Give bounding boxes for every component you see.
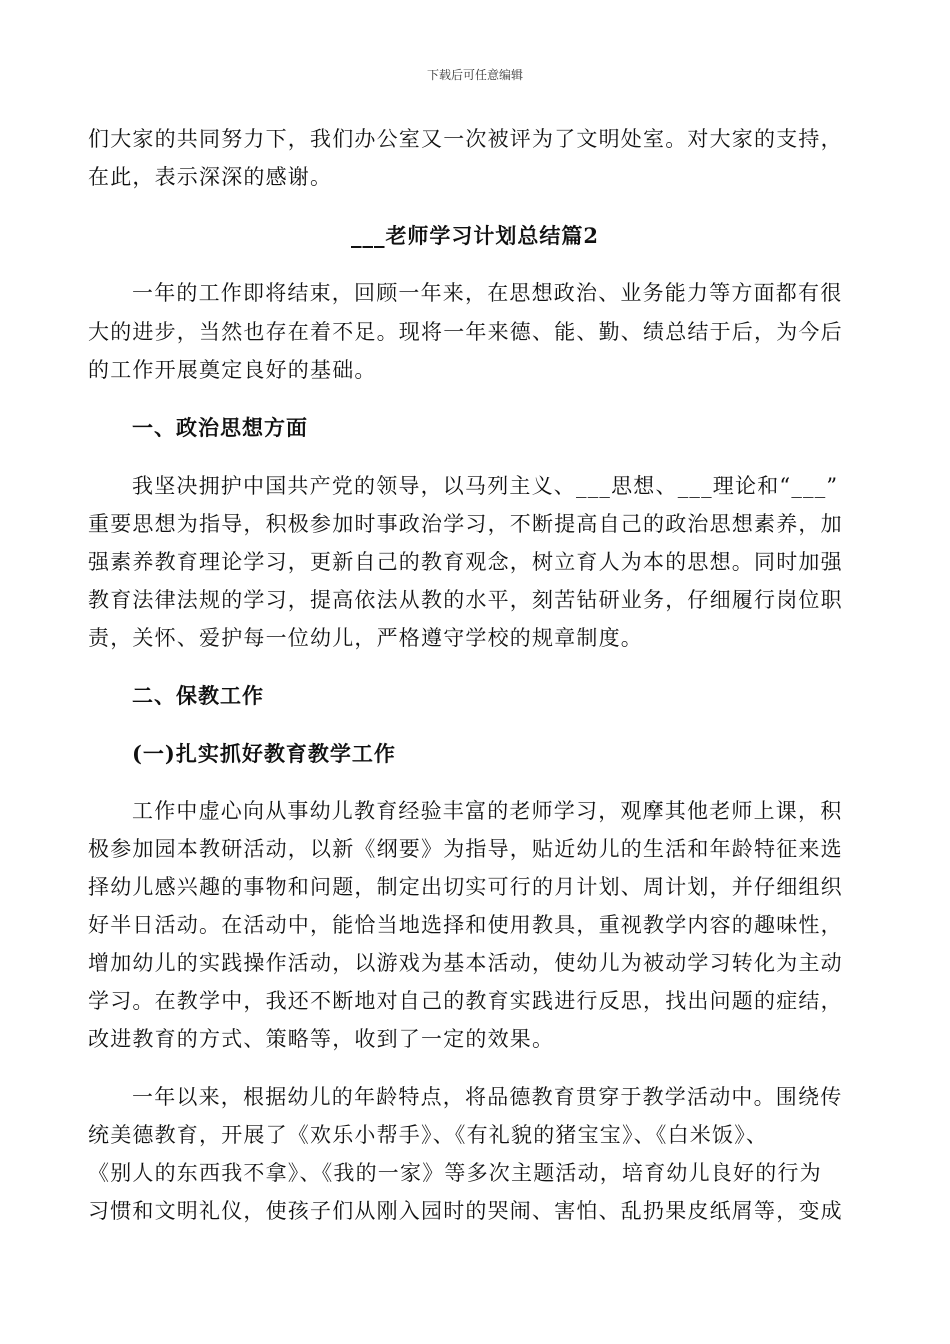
- body-line: 择幼儿感兴趣的事物和问题，制定出切实可行的月计划、周计划，并仔细组织: [88, 875, 843, 899]
- body-line: 教育法律法规的学习，提高依法从教的水平，刻苦钻研业务，仔细履行岗位职: [88, 588, 843, 612]
- body-line: 好半日活动。在活动中，能恰当地选择和使用教具，重视教学内容的趣味性，: [88, 913, 843, 937]
- body-line: 习惯和文明礼仪，使孩子们从刚入园时的哭闹、害怕、乱扔果皮纸屑等，变成: [88, 1199, 843, 1223]
- body-line: 在此，表示深深的感谢。: [88, 165, 333, 189]
- section-title: ___老师学习计划总结篇2: [350, 223, 600, 248]
- heading-education: 二、保教工作: [132, 683, 264, 708]
- body-line: 极参加园本教研活动，以新《纲要》为指导，贴近幼儿的生活和年龄特征来选: [88, 837, 843, 861]
- heading-political: 一、政治思想方面: [132, 415, 308, 440]
- body-line: 学习。在教学中，我还不断地对自己的教育实践进行反思，找出问题的症结，: [88, 989, 843, 1013]
- body-line: 责，关怀、爱护每一位幼儿，严格遵守学校的规章制度。: [88, 626, 643, 650]
- body-line: 统美德教育，开展了《欢乐小帮手》、《有礼貌的猪宝宝》、《白米饭》、: [88, 1123, 769, 1147]
- body-line: 强素养教育理论学习，更新自己的教育观念，树立育人为本的思想。同时加强: [88, 550, 843, 574]
- body-line: 的工作开展奠定良好的基础。: [88, 358, 377, 382]
- body-line: 我坚决拥护中国共产党的领导，以马列主义、___思想、___理论和“___”: [132, 474, 839, 498]
- body-line: 《别人的东西我不拿》、《我的一家》等多次主题活动，培育幼儿良好的行为: [88, 1161, 822, 1185]
- page-header: 下载后可任意编辑: [426, 68, 523, 82]
- body-line: 增加幼儿的实践操作活动，以游戏为基本活动，使幼儿为被动学习转化为主动: [88, 951, 843, 975]
- body-line: 工作中虚心向从事幼儿教育经验丰富的老师学习，观摩其他老师上课，积: [132, 799, 843, 823]
- body-line: 大的进步，当然也存在着不足。现将一年来德、能、勤、绩总结于后，为今后: [88, 320, 843, 344]
- body-line: 一年的工作即将结束，回顾一年来，在思想政治、业务能力等方面都有很: [132, 281, 843, 305]
- body-line: 改进教育的方式、策略等，收到了一定的效果。: [88, 1027, 555, 1051]
- body-line: 们大家的共同努力下，我们办公室又一次被评为了文明处室。对大家的支持，: [88, 127, 843, 151]
- body-line: 一年以来，根据幼儿的年龄特点，将品德教育贯穿于教学活动中。围绕传: [132, 1085, 843, 1109]
- body-line: 重要思想为指导，积极参加时事政治学习，不断提高自己的政治思想素养，加: [88, 512, 843, 536]
- heading-teaching: (一)扎实抓好教育教学工作: [132, 741, 396, 766]
